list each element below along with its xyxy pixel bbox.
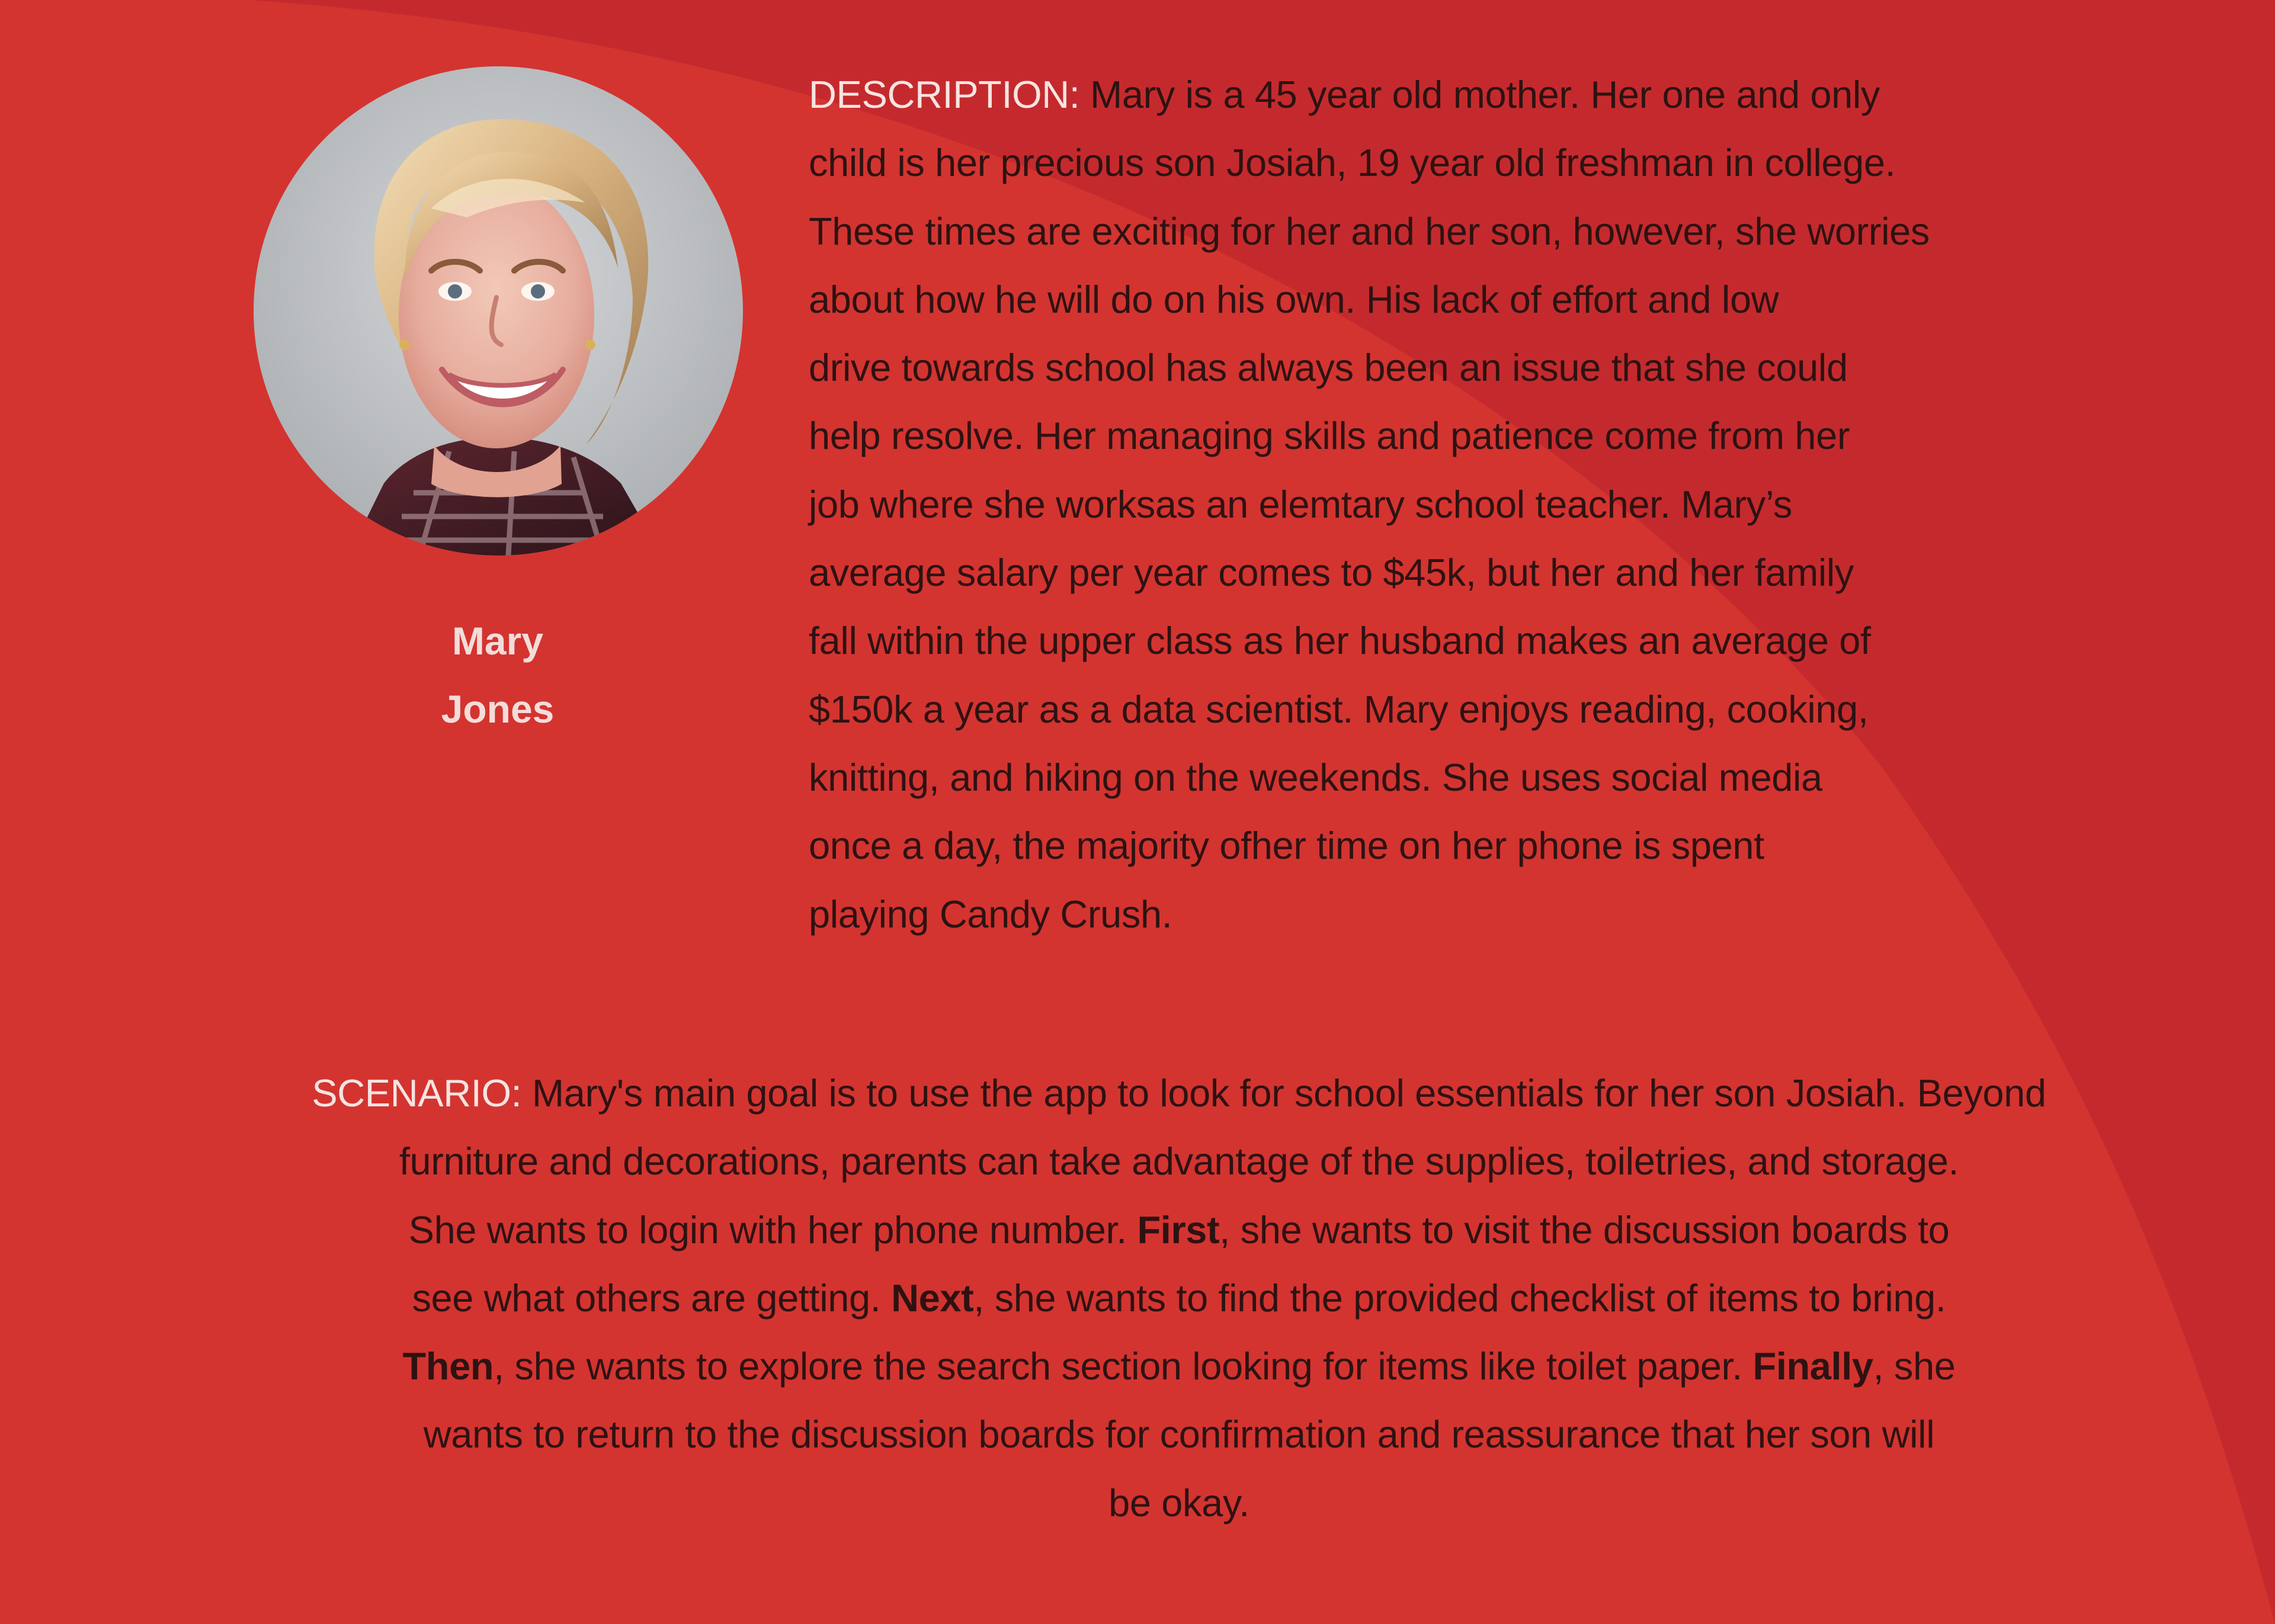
scenario-line-3-after: , she wants to visit the discussion boards to [1219, 1208, 1950, 1251]
description-line-10: $150k a year as a data scientist. Mary enjoys reading, cooking, [809, 687, 1869, 731]
description-line-9: fall within the upper class as her husband makes an average of [809, 619, 1871, 663]
persona-scenario [148, 1059, 2210, 1537]
scenario-next-label: Next [891, 1276, 974, 1320]
scenario-line-4-before: see what others are getting. [412, 1276, 892, 1320]
description-line-2: child is her precious son Josiah, 19 year old freshman in college. [809, 141, 1896, 185]
description-line-4: about how he will do on his own. His lack of effort and low [809, 277, 1779, 321]
scenario-line-2: furniture and decorations, parents can take advantage of the supplies, toiletries, and storage. [399, 1140, 1959, 1183]
scenario-line-3-before: She wants to login with her phone number. [408, 1208, 1138, 1251]
scenario-label: SCENARIO: [312, 1071, 522, 1115]
scenario-line-5-middle: , she wants to explore the search section looking for items like toilet paper. [494, 1344, 1753, 1388]
scenario-line-4 [148, 1264, 2210, 1332]
scenario-line-5 [148, 1332, 2210, 1400]
description-line-12: once a day, the majority ofher time on her phone is spent [809, 824, 1764, 868]
description-line-8: average salary per year comes to $45k, but her and her family [809, 551, 1854, 595]
description-line-13: playing Candy Crush. [809, 892, 1172, 936]
persona-photo-icon [254, 66, 743, 556]
scenario-line-4-after: , she wants to find the provided checklist of items to bring. [973, 1276, 1946, 1320]
scenario-line-7: be okay. [1108, 1481, 1249, 1524]
persona-name [320, 607, 675, 743]
scenario-first-label: First [1137, 1208, 1220, 1251]
persona-photo [254, 66, 743, 556]
persona-first-name: Mary [451, 619, 544, 663]
description-line-5: drive towards school has always been an issue that she could [809, 346, 1848, 390]
description-line-3: These times are exciting for her and her son, however, she worries [809, 209, 1930, 253]
scenario-then-label: Then [402, 1344, 494, 1388]
scenario-finally-label: Finally [1752, 1344, 1873, 1388]
scenario-line-1-text: Mary's main goal is to use the app to look for school essentials for her son Josiah. Beyond [531, 1071, 2046, 1115]
persona-last-name: Jones [441, 687, 555, 731]
description-line-1 [809, 60, 2100, 129]
scenario-line-6: wants to return to the discussion boards for confirmation and reassurance that her son will [423, 1413, 1935, 1456]
description-line-6: help resolve. Her managing skills and patience come from her [809, 414, 1850, 458]
scenario-line-3 [148, 1196, 2210, 1264]
description-line-7: job where she worksas an elemtary school teacher. Mary’s [809, 482, 1792, 526]
persona-description [809, 60, 2100, 948]
scenario-line-1 [148, 1059, 2210, 1127]
description-label: DESCRIPTION: [809, 73, 1080, 116]
description-line-1-text: Mary is a 45 year old mother. Her one and only [1090, 73, 1880, 116]
scenario-line-5-after: , she [1873, 1344, 1956, 1388]
description-line-11: knitting, and hiking on the weekends. She uses social media [809, 755, 1822, 799]
